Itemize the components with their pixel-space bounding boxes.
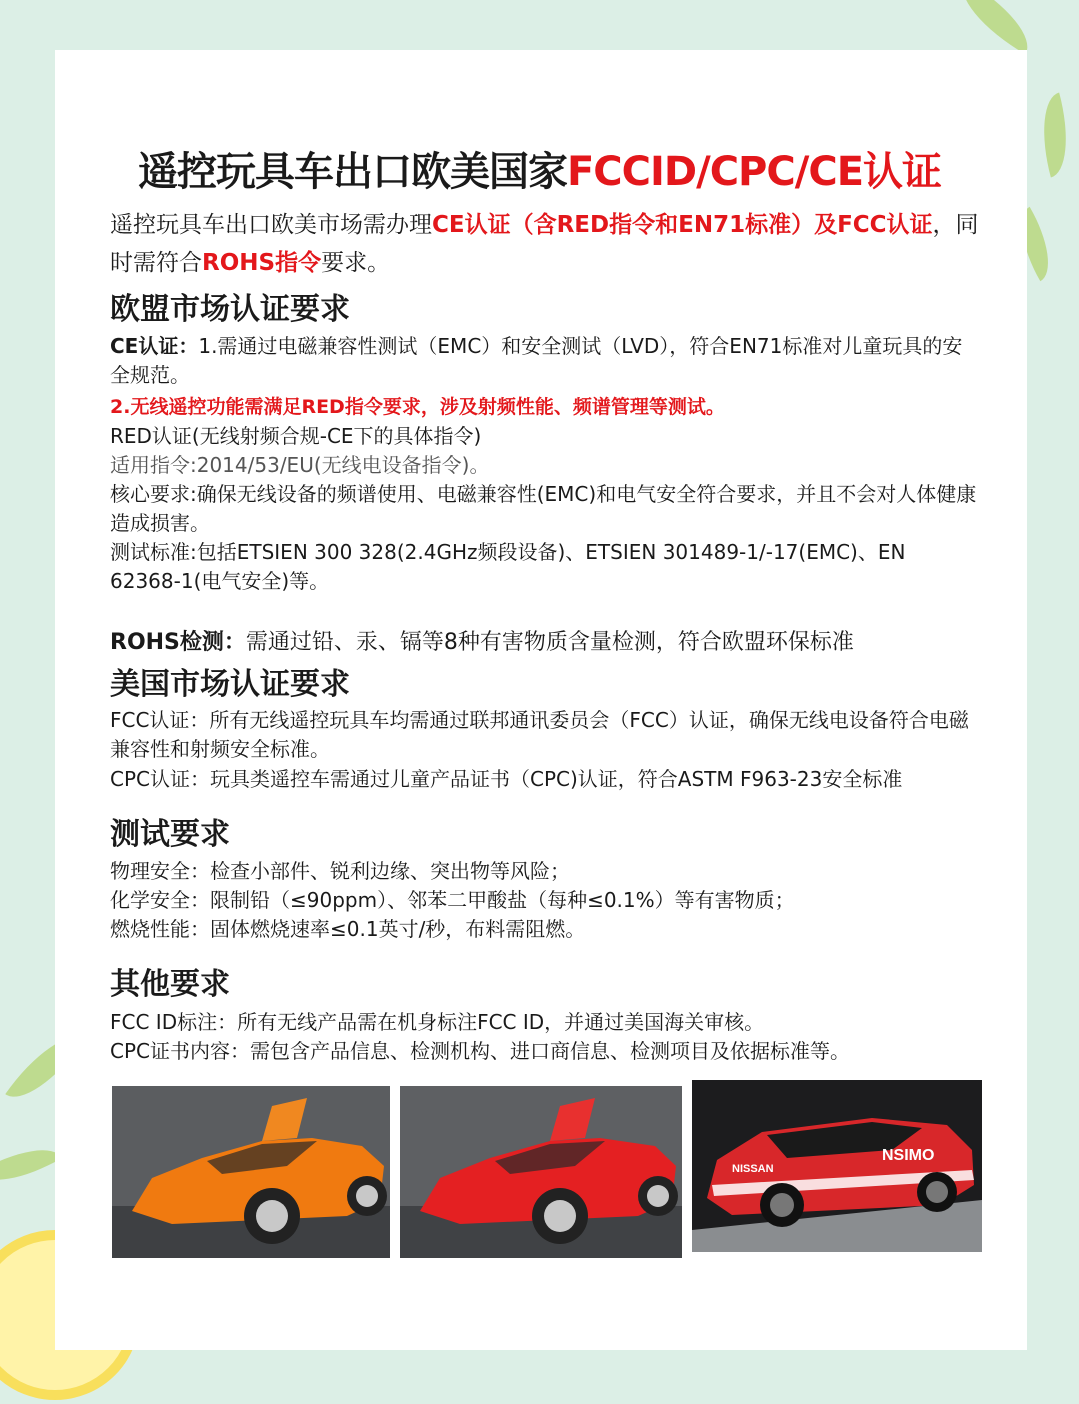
car-photo-gtr — [692, 1080, 982, 1252]
core-requirement: 核心要求:确保无线设备的频谱使用、电磁兼容性(EMC)和电气安全符合要求，并且不会对人体健康造成损害。 — [110, 482, 977, 535]
car-photo-strip — [112, 1080, 982, 1260]
leaf-decoration — [0, 1132, 62, 1198]
car-photo-red — [400, 1086, 682, 1258]
other-heading: 其他要求 — [110, 967, 230, 1002]
test-item: 化学安全：限制铅（≤90ppm）、邻苯二甲酸盐（每种≤0.1%）等有害物质； — [110, 888, 795, 912]
page-title — [0, 140, 1079, 197]
rohs-text: 需通过铅、汞、镉等8种有害物质含量检测，符合欧盟环保标准 — [245, 630, 854, 655]
car-photo-orange — [112, 1086, 390, 1258]
orange-car-image — [112, 1086, 390, 1258]
us-heading: 美国市场认证要求 — [110, 667, 350, 702]
car-decal-text: NISSAN — [732, 1163, 774, 1175]
test-heading: 测试要求 — [110, 817, 230, 852]
car-decal-text: NSIMO — [882, 1147, 935, 1164]
red-car-image — [400, 1086, 682, 1258]
title-red: FCCID/CPC/CE认证 — [566, 149, 942, 195]
intro-highlight: CE认证（含RED指令和EN71标准）及FCC认证 — [432, 212, 933, 238]
intro-paragraph — [110, 206, 980, 282]
test-item: 物理安全：检查小部件、锐利边缘、突出物等风险； — [110, 859, 570, 883]
test-item: 燃烧性能：固体燃烧速率≤0.1英寸/秒，布料需阻燃。 — [110, 917, 586, 941]
ce-label: CE认证： — [110, 334, 199, 358]
red-directive-line: 2.无线遥控功能需满足RED指令要求，涉及射频性能、频谱管理等测试。 — [110, 396, 725, 418]
intro-highlight: ROHS指令 — [202, 250, 322, 276]
gtr-car-image — [692, 1080, 982, 1252]
leaf-decoration — [948, 0, 1043, 54]
intro-text: 要求。 — [321, 250, 391, 276]
rohs-line — [110, 628, 980, 657]
test-standards: 测试标准:包括ETSIEN 300 328(2.4GHz频段设备)、ETSIEN 301489-1/-17(EMC)、EN 62368-1(电气安全)等。 — [110, 540, 906, 593]
directive-line: 适用指令:2014/53/EU(无线电设备指令)。 — [110, 453, 490, 477]
other-item: FCC ID标注：所有无线产品需在机身标注FCC ID，并通过美国海关审核。 — [110, 1010, 765, 1034]
eu-heading: 欧盟市场认证要求 — [110, 292, 350, 327]
intro-text: 遥控玩具车出口欧美市场需办理 — [110, 212, 432, 238]
ce-paragraph — [110, 332, 980, 390]
ce-text: 1.需通过电磁兼容性测试（EMC）和安全测试（LVD），符合EN71标准对儿童玩具的安全规范。 — [110, 334, 963, 387]
cpc-paragraph: CPC认证：玩具类遥控车需通过儿童产品证书（CPC)认证，符合ASTM F963-23安全标准 — [110, 767, 903, 791]
red-title: RED认证(无线射频合规-CE下的具体指令) — [110, 424, 482, 448]
intro-text: ，同时需符合 — [110, 212, 979, 276]
fcc-paragraph: FCC认证：所有无线遥控玩具车均需通过联邦通讯委员会（FCC）认证，确保无线电设备符合电磁兼容性和射频安全标准。 — [110, 708, 969, 761]
rohs-label: ROHS检测： — [110, 630, 246, 655]
other-item: CPC证书内容：需包含产品信息、检测机构、进口商信息、检测项目及依据标准等。 — [110, 1039, 850, 1063]
title-black: 遥控玩具车出口欧美国家 — [137, 149, 567, 195]
